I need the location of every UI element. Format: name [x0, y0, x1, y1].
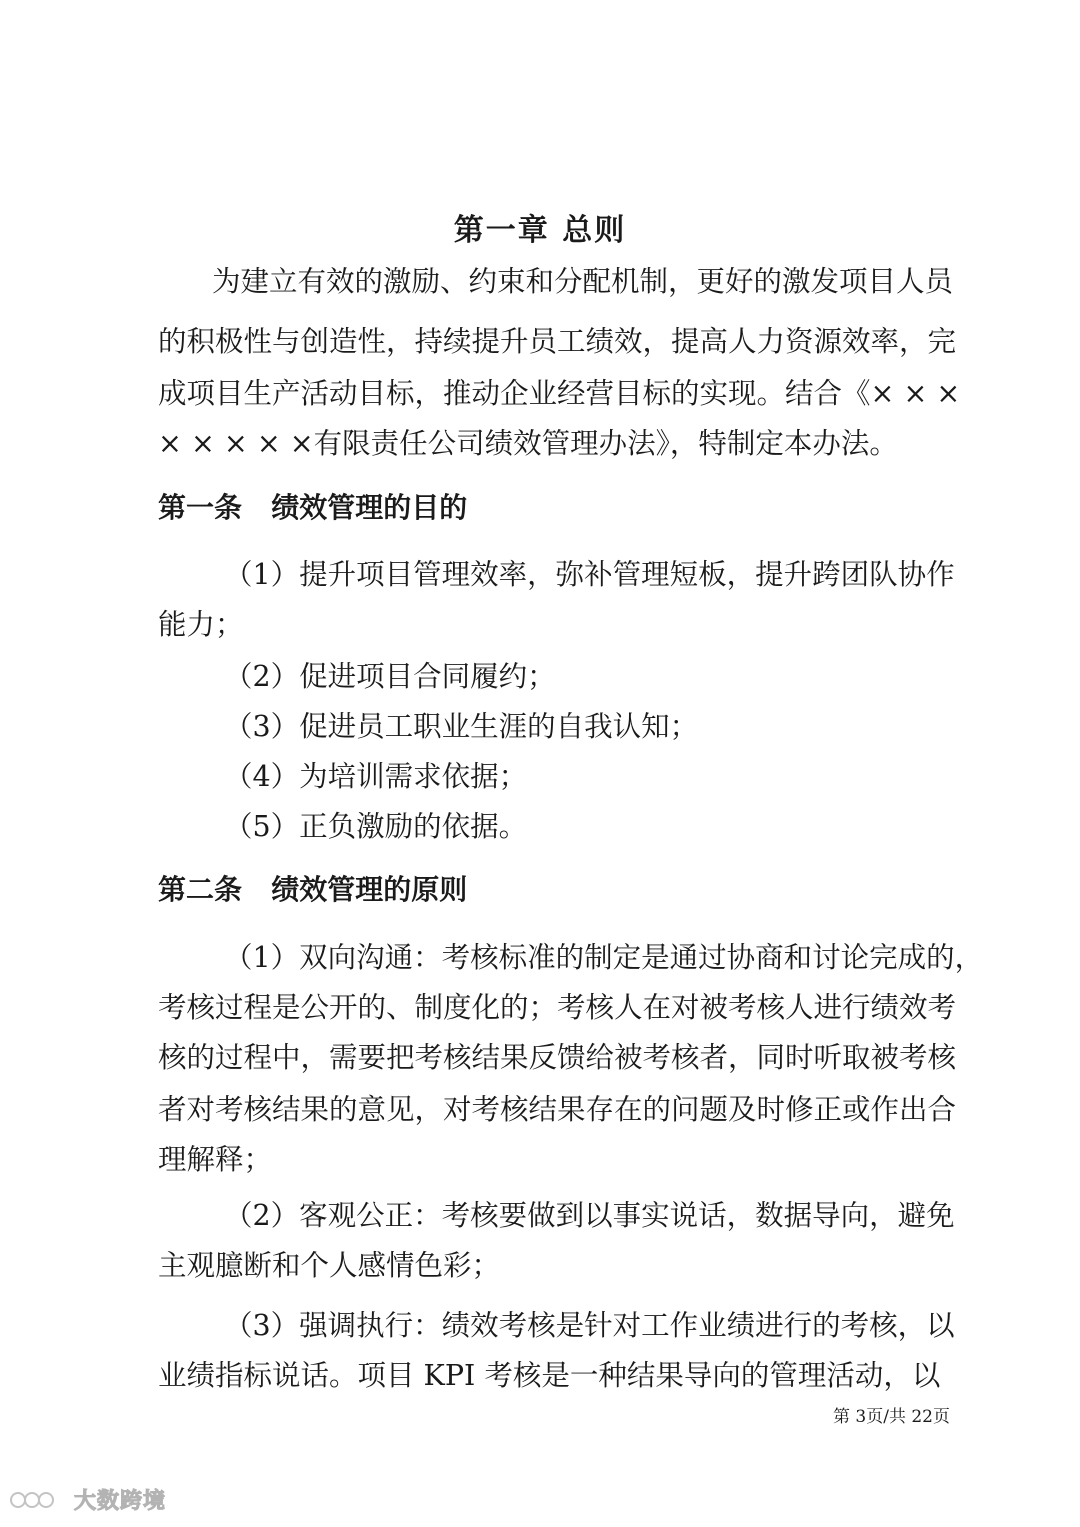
intro-line: 的积极性与创造性，持续提升员工绩效，提高人力资源效率，完 [158, 325, 957, 358]
intro-line: 为建立有效的激励、约束和分配机制，更好的激发项目人员 [212, 265, 954, 298]
list-item: 核的过程中，需要把考核结果反馈给被考核者，同时听取被考核 [158, 1041, 957, 1074]
list-item: （1）提升项目管理效率，弥补管理短板，提升跨团队协作 [224, 558, 955, 591]
list-item: （3）强调执行：绩效考核是针对工作业绩进行的考核，以 [224, 1309, 955, 1342]
list-item: 业绩指标说话。项目 KPI 考核是一种结果导向的管理活动，以 [158, 1359, 941, 1392]
list-item: （2）促进项目合同履约； [224, 660, 556, 693]
intro-line: 成项目生产活动目标，推动企业经营目标的实现。结合《× × × [158, 377, 961, 410]
page-number: 第 3页/共 22页 [833, 1407, 950, 1427]
list-item: （3）促进员工职业生涯的自我认知； [224, 710, 699, 743]
article-2-title: 第二条 绩效管理的原则 [158, 873, 468, 906]
list-item: （4）为培训需求依据； [224, 760, 528, 793]
list-item: （2）客观公正：考核要做到以事实说话，数据导向，避免 [224, 1199, 955, 1232]
watermark-text: 大数跨境 [74, 1489, 167, 1514]
list-item: （5）正负激励的依据。 [224, 810, 528, 843]
list-item: 者对考核结果的意见，对考核结果存在的问题及时修正或作出合 [158, 1093, 957, 1126]
list-item: 考核过程是公开的、制度化的；考核人在对被考核人进行绩效考 [158, 991, 957, 1024]
list-item: 能力； [158, 608, 244, 641]
chapter-title: 第一章 总则 [453, 213, 627, 248]
list-item: 主观臆断和个人感情色彩； [158, 1249, 501, 1282]
article-1-title: 第一条 绩效管理的目的 [158, 491, 468, 524]
list-item: （1）双向沟通：考核标准的制定是通过协商和讨论完成的， [224, 941, 984, 974]
list-item: 理解释； [158, 1143, 273, 1176]
watermark [8, 1484, 166, 1515]
tiktok-style-logo-icon [8, 1489, 68, 1511]
intro-line: × × × × ×有限责任公司绩效管理办法》，特制定本办法。 [158, 427, 898, 460]
